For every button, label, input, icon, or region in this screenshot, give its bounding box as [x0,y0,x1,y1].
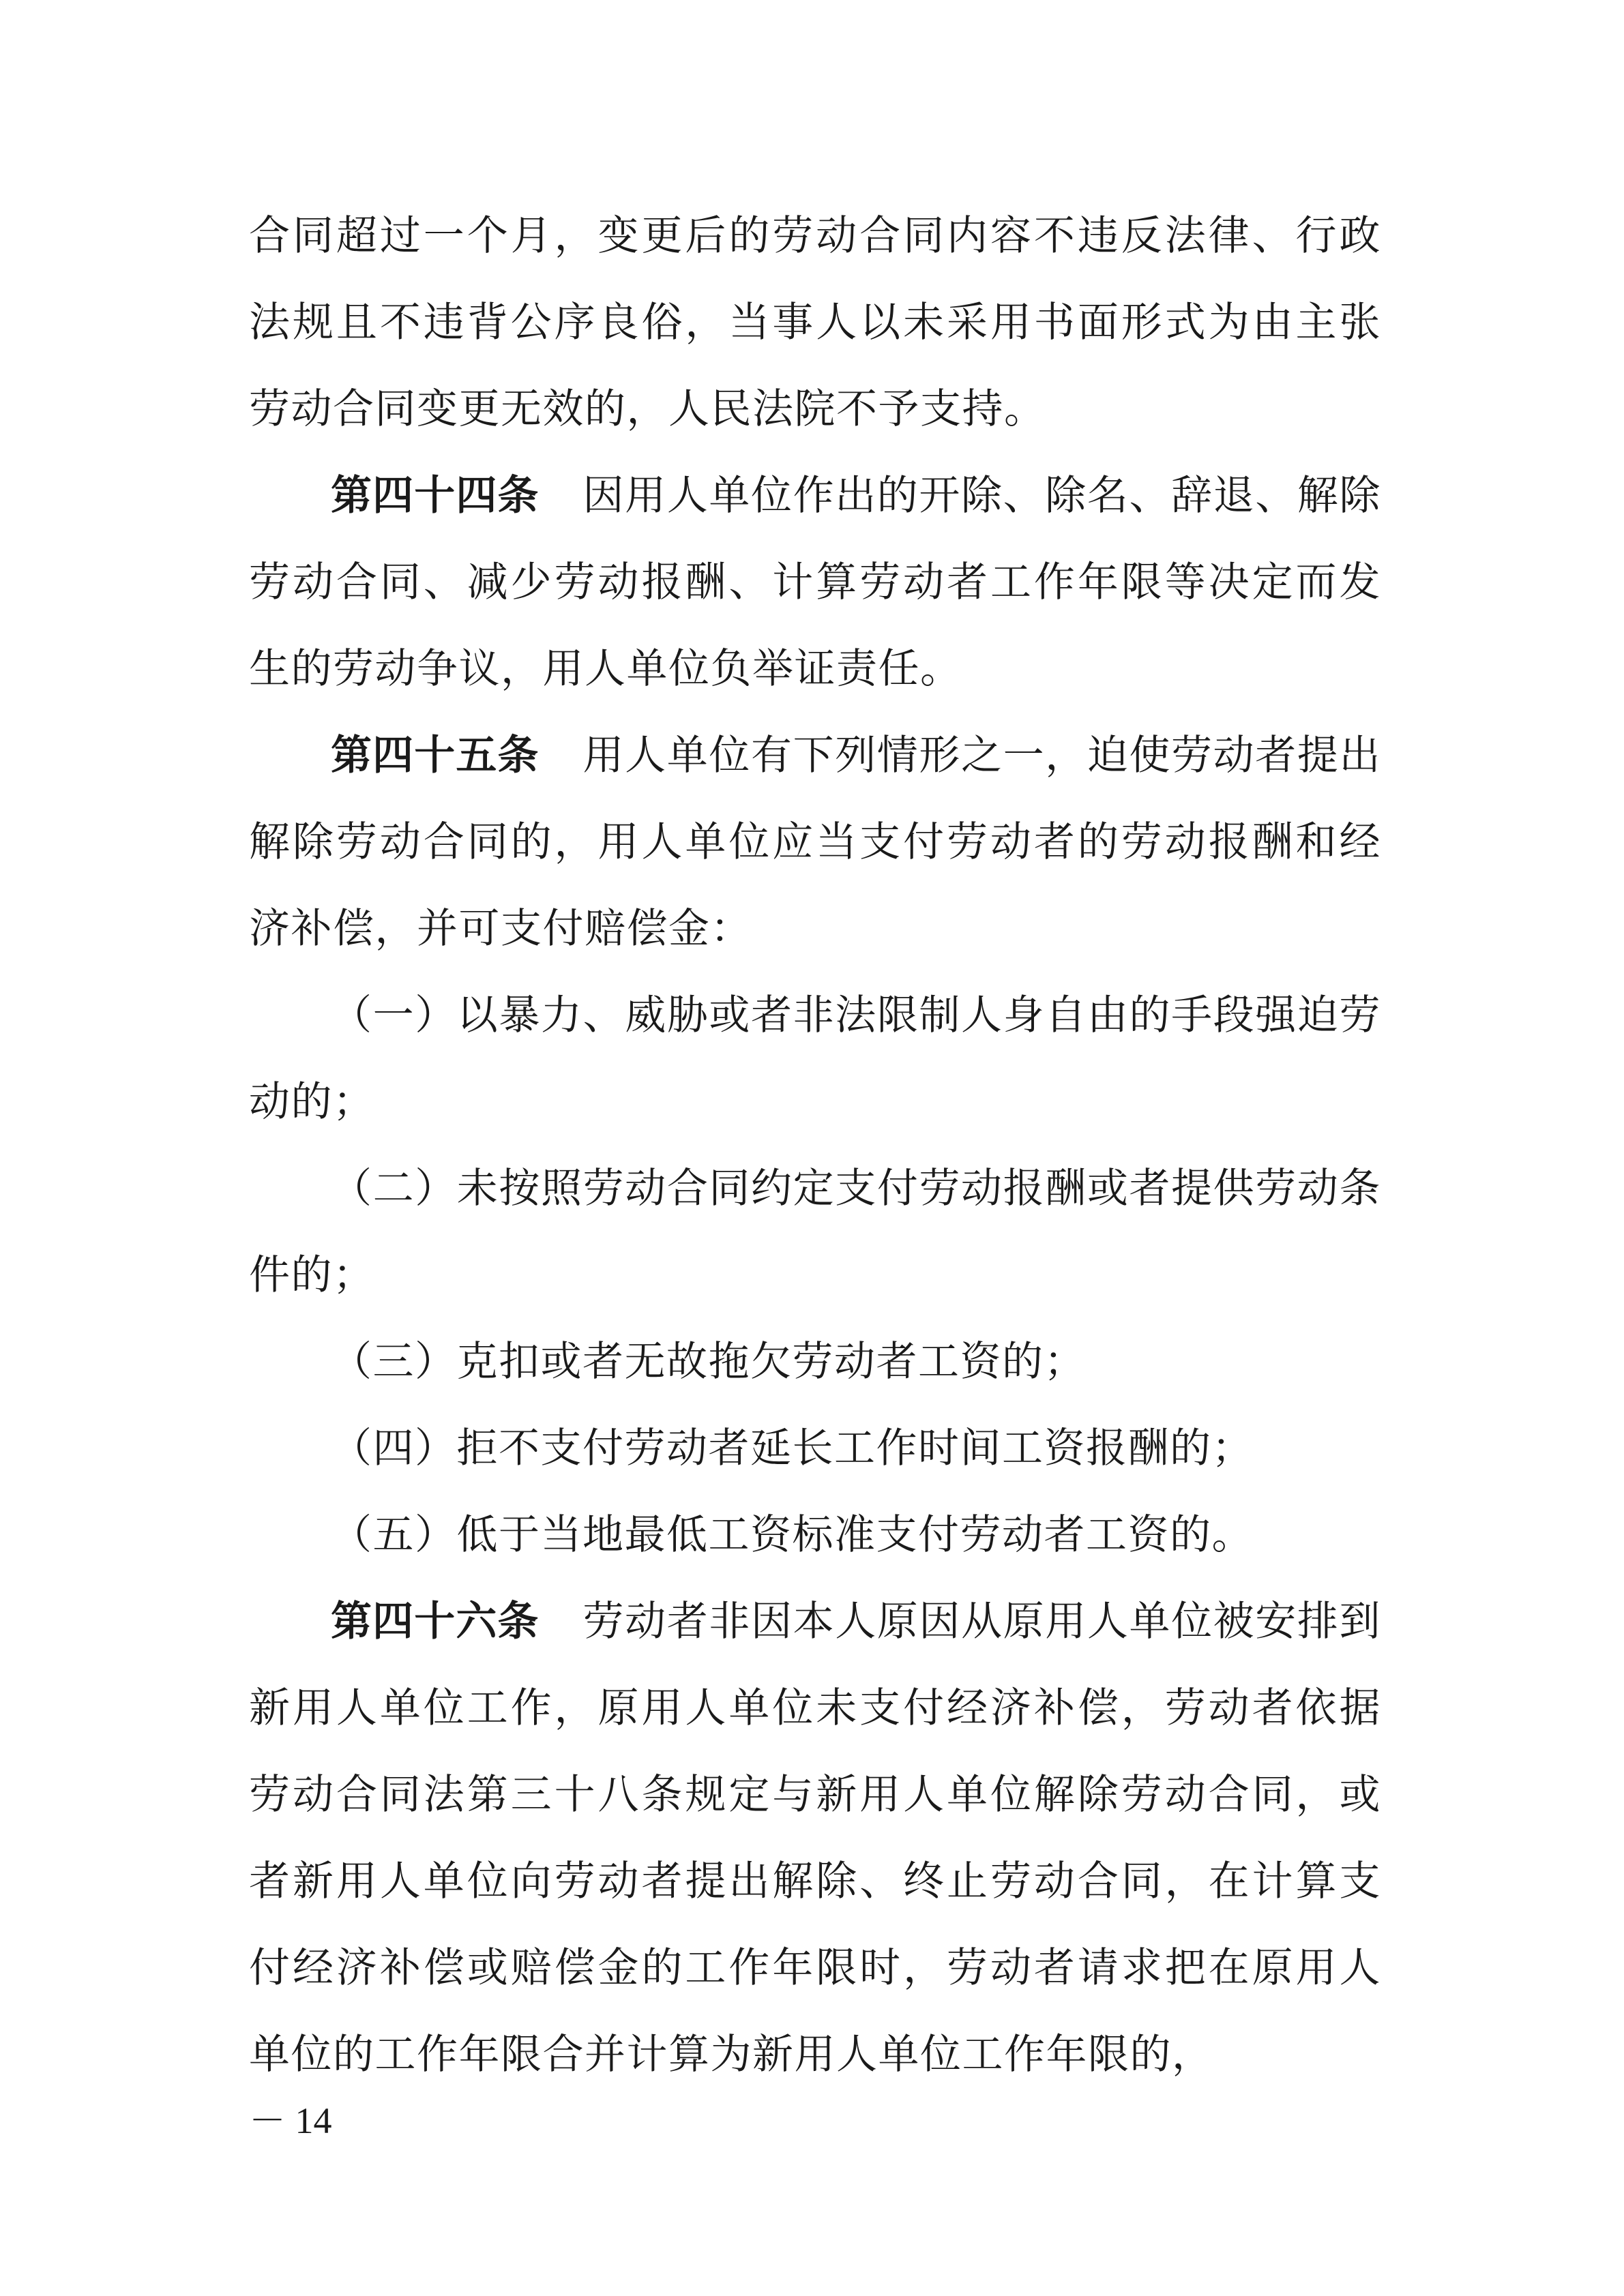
article-45-item-2: （二）未按照劳动合同约定支付劳动报酬或者提供劳动条件的； [249,1165,1381,1299]
document-body [249,193,1381,2098]
article-45-item-5: （五）低于当地最低工资标准支付劳动者工资的。 [331,1511,1254,1559]
article-45-label: 第四十五条 [331,732,540,779]
article-46-text: 劳动者非因本人原因从原用人单位被安排到新用人单位工作，原用人单位未支付经济补偿，劳动者依据劳动合同法第三十八条规定与新用人单位解除劳动合同，或者新用人单位向劳动者提出解除、终止劳动合同，在计算支付经济补偿或赔偿金的工作年限时，劳动者请求把在原用人单位的工作年限合并计算为新用人单位工作年限的， [249,1598,1382,2078]
article-46-label: 第四十六条 [331,1598,540,1645]
article-44-text: 因用人单位作出的开除、除名、辞退、解除劳动合同、减少劳动报酬、计算劳动者工作年限等决定而发生的劳动争议，用人单位负举证责任。 [249,472,1382,693]
continuation-paragraph: 合同超过一个月，变更后的劳动合同内容不违反法律、行政法规且不违背公序良俗，当事人以未采用书面形式为由主张劳动合同变更无效的，人民法院不予支持。 [249,212,1381,433]
article-44 [249,453,1381,713]
article-44-label: 第四十四条 [331,472,540,520]
article-45-item-1: （一）以暴力、威胁或者非法限制人身自由的手段强迫劳动的； [249,992,1381,1126]
page-number: － 14 [249,2100,332,2141]
article-45-text: 用人单位有下列情形之一，迫使劳动者提出解除劳动合同的，用人单位应当支付劳动者的劳动报酬和经济补偿，并可支付赔偿金： [249,732,1382,953]
article-45-item-4: （四）拒不支付劳动者延长工作时间工资报酬的； [331,1425,1254,1472]
article-46 [249,1579,1381,2098]
article-45-item-3: （三）克扣或者无故拖欠劳动者工资的； [331,1338,1086,1386]
article-45 [249,713,1381,972]
